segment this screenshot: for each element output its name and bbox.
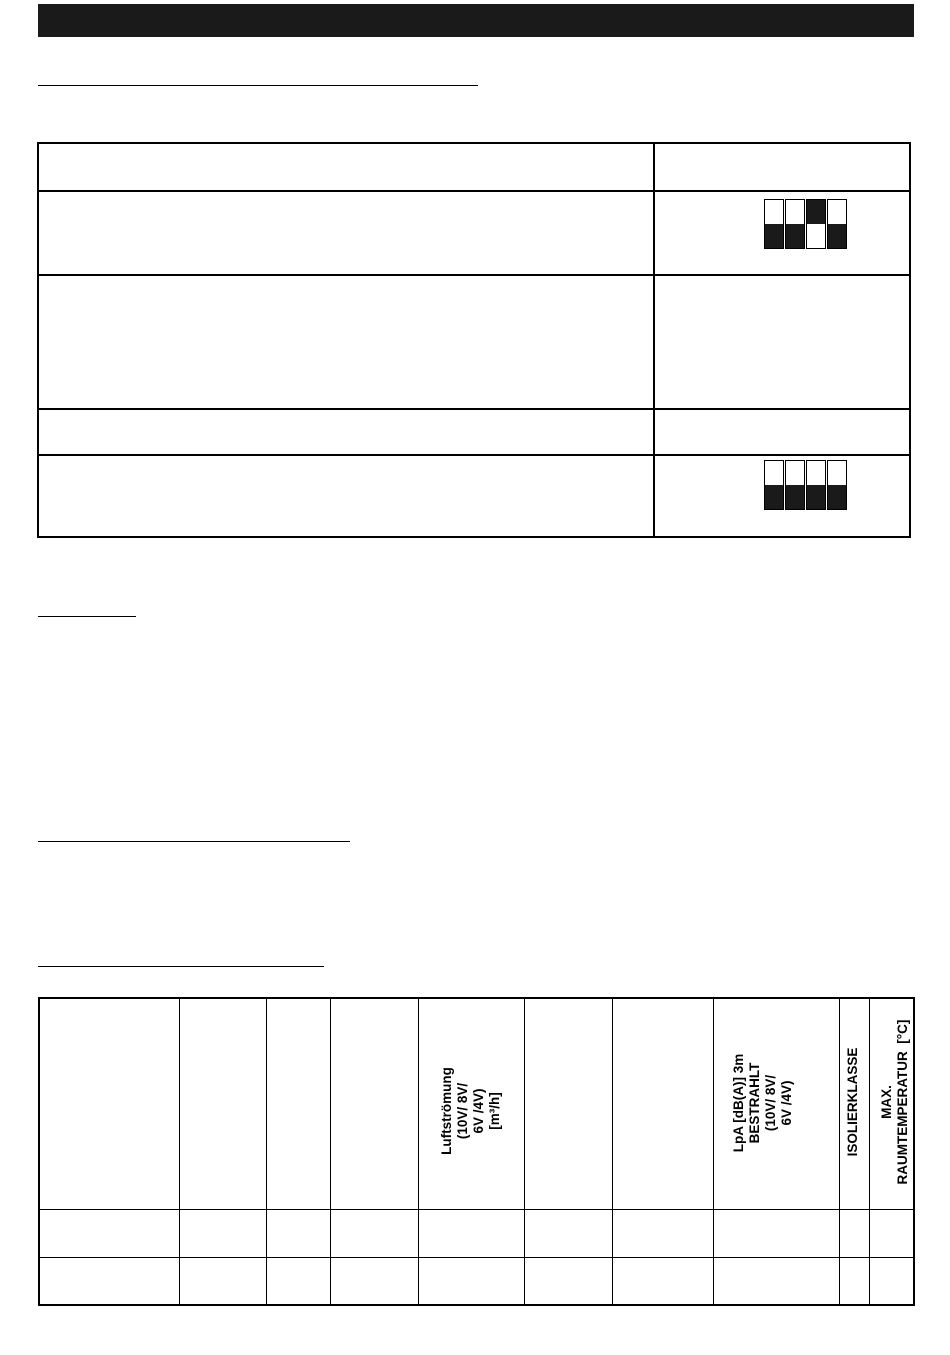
table-row-divider <box>39 454 909 456</box>
dip-switch-4 <box>827 199 847 249</box>
spec-column-divider <box>839 999 840 1304</box>
dip-switch-knob <box>765 224 783 248</box>
section-heading-rule-4 <box>38 966 324 967</box>
dip-switch-2 <box>785 199 805 249</box>
dip-switch-1 <box>764 460 784 510</box>
dip-switch-1 <box>764 199 784 249</box>
spec-column-divider <box>869 999 870 1304</box>
noise-header: LpA [dB(A)] 3m BESTRAHLT (10V/ 8V/ 6V /4V) <box>731 1053 794 1153</box>
insulation-header: ISOLIERKLASSE <box>845 1047 860 1157</box>
spec-row-divider <box>40 1257 913 1258</box>
spec-column-divider <box>612 999 613 1304</box>
dip-switch-knob <box>807 485 825 509</box>
spec-column-divider <box>179 999 180 1304</box>
section-heading-rule-2 <box>38 616 136 617</box>
dip-switch-group-2 <box>764 460 847 510</box>
max-temp-header: MAX. RAUMTEMPERATUR [°C] <box>879 1019 910 1185</box>
spec-column-divider <box>418 999 419 1304</box>
spec-column-divider <box>713 999 714 1304</box>
section-heading-rule-3 <box>38 841 350 842</box>
spec-column-divider <box>266 999 267 1304</box>
table-row-divider <box>39 190 909 192</box>
dip-switch-3 <box>806 460 826 510</box>
spec-table <box>38 997 915 1306</box>
spec-column-divider <box>524 999 525 1304</box>
spec-row-divider <box>40 1209 913 1210</box>
table-row-divider <box>39 274 909 276</box>
header-bar <box>38 4 914 37</box>
dip-switch-group-1 <box>764 199 847 249</box>
table-column-divider <box>653 144 655 536</box>
table-row-divider <box>39 408 909 410</box>
dip-switch-3 <box>806 199 826 249</box>
dip-switch-table <box>37 142 911 538</box>
airflow-header: Luftströmung (10V/ 8V/ 6V /4V) [m³/h] <box>439 1067 502 1155</box>
spec-column-divider <box>330 999 331 1304</box>
dip-switch-knob <box>828 485 846 509</box>
dip-switch-2 <box>785 460 805 510</box>
section-heading-rule-1 <box>38 85 478 86</box>
dip-switch-knob <box>786 485 804 509</box>
dip-switch-knob <box>828 224 846 248</box>
dip-switch-knob <box>765 485 783 509</box>
dip-switch-knob <box>786 224 804 248</box>
dip-switch-4 <box>827 460 847 510</box>
dip-switch-knob <box>807 200 825 224</box>
